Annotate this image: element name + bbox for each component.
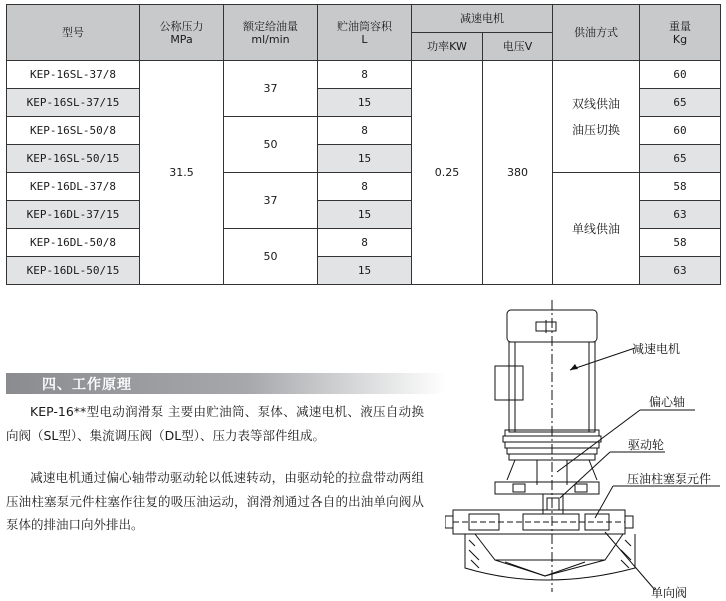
paragraph-composition: KEP-16**型电动润滑泵 主要由贮油筒、泵体、减速电机、液压自动换向阀（SL型）、集流调压阀（DL型）、压力表等部件组成。: [6, 404, 424, 443]
header-flow: 额定给油量 ml/min: [224, 5, 318, 61]
voltage-value: 380: [483, 61, 553, 285]
label-wheel: 驱动轮: [628, 438, 665, 452]
leader-valve: [605, 532, 655, 590]
spec-table: [6, 4, 721, 285]
pressure-value: 31.5: [140, 61, 224, 285]
header-volume: 贮油筒容积 L: [318, 5, 412, 61]
flow-value: 50: [224, 229, 318, 285]
volume-cell: 15: [318, 145, 412, 173]
header-pressure: 公称压力 MPa: [140, 5, 224, 61]
pump-diagram: [445, 300, 726, 599]
header-supply: 供油方式: [553, 5, 640, 61]
leader-motor: [570, 348, 635, 370]
weight-cell: 65: [640, 89, 721, 117]
section-title: 四、工作原理: [42, 377, 132, 393]
weight-cell: 65: [640, 145, 721, 173]
volume-cell: 8: [318, 117, 412, 145]
pump-drawing: [445, 300, 726, 595]
label-plunger: 压油柱塞泵元件: [627, 472, 712, 486]
flow-value: 37: [224, 61, 318, 117]
weight-cell: 60: [640, 117, 721, 145]
model-cell: KEP-16DL-37/8: [7, 173, 140, 201]
label-shaft: 偏心轴: [649, 395, 686, 409]
power-value: 0.25: [412, 61, 483, 285]
weight-cell: 63: [640, 257, 721, 285]
header-voltage: 电压V: [483, 33, 553, 61]
volume-cell: 15: [318, 257, 412, 285]
supply-dual: 双线供油 油压切换: [553, 61, 640, 173]
header-model: 型号: [7, 5, 140, 61]
model-cell: KEP-16SL-50/15: [7, 145, 140, 173]
model-cell: KEP-16SL-37/8: [7, 61, 140, 89]
header-power: 功率KW: [412, 33, 483, 61]
header-motor: 减速电机: [412, 5, 553, 33]
flow-value: 37: [224, 173, 318, 229]
volume-cell: 8: [318, 229, 412, 257]
label-motor: 减速电机: [632, 342, 681, 356]
pump-base: [465, 534, 635, 580]
volume-cell: 15: [318, 89, 412, 117]
leader-plunger: [595, 486, 613, 518]
model-cell: KEP-16DL-37/15: [7, 201, 140, 229]
header-weight: 重量 Kg: [640, 5, 721, 61]
model-cell: KEP-16DL-50/8: [7, 229, 140, 257]
weight-cell: 60: [640, 61, 721, 89]
model-cell: KEP-16SL-37/15: [7, 89, 140, 117]
volume-cell: 8: [318, 61, 412, 89]
model-cell: KEP-16SL-50/8: [7, 117, 140, 145]
label-check-valve: 单向阀: [651, 586, 688, 600]
section-heading-bar: [6, 373, 446, 394]
weight-cell: 63: [640, 201, 721, 229]
volume-cell: 8: [318, 173, 412, 201]
flow-value: 50: [224, 117, 318, 173]
paragraph-working: 减速电机通过偏心轴带动驱动轮以低速转动，由驱动轮的拉盘带动两组压油柱塞泵元件柱塞作往复的吸压油运动，润滑剂通过各自的出油单向阀从泵体的排油口向外排出。: [6, 470, 424, 532]
weight-cell: 58: [640, 173, 721, 201]
model-cell: KEP-16DL-50/15: [7, 257, 140, 285]
volume-cell: 15: [318, 201, 412, 229]
weight-cell: 58: [640, 229, 721, 257]
supply-single: 单线供油: [553, 173, 640, 285]
